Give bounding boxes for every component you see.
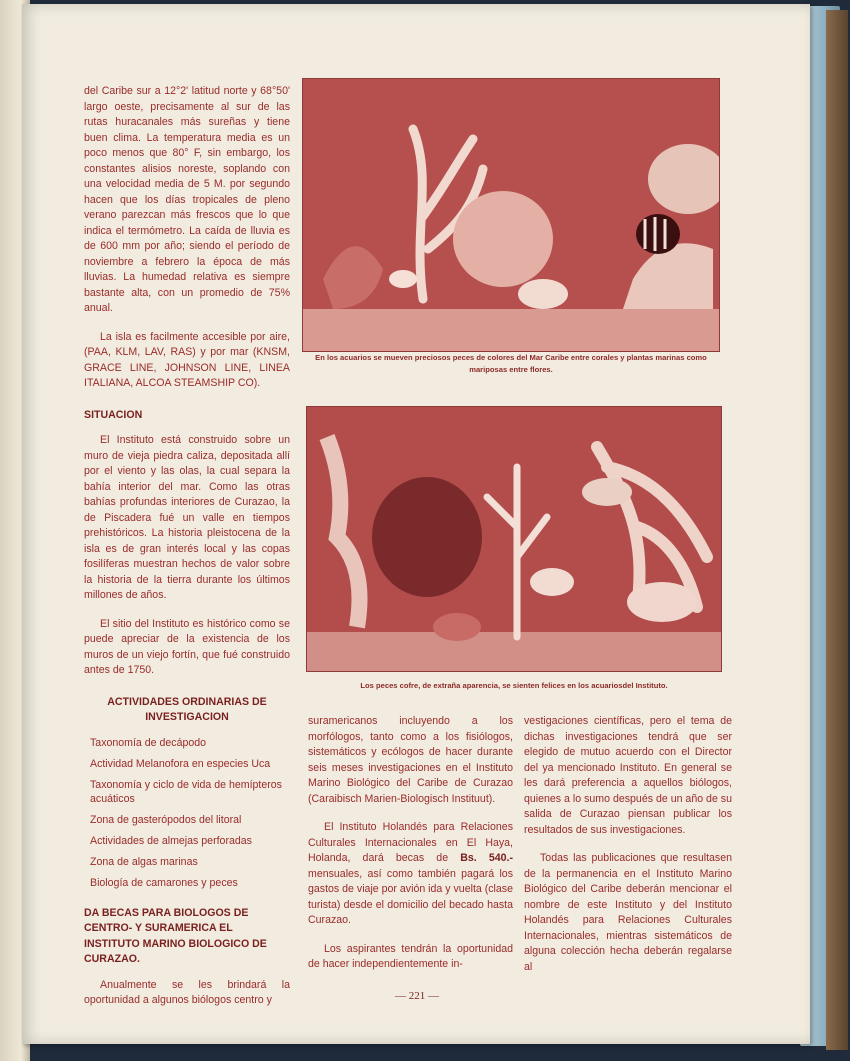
col2-paragraph-2 bbox=[308, 820, 513, 929]
access-paragraph: La isla es facilmente accesible por aire, (PAA, KLM, LAV, RAS) y por mar (KNSM, GRACE LINE, JOHNSON LINE, LINEA ITALIANA, ALCOA STEAMSHIP CO). bbox=[84, 330, 290, 389]
aquarium-image-1 bbox=[303, 79, 719, 351]
column-right bbox=[524, 714, 732, 988]
col3-paragraph-2: Todas las publicaciones que resultasen de la permanencia en el Instituto Marino Biológico del Caribe deberán mencionar el nombre de este Instituto y del Instituto Holandés para Relaciones Culturales Internacionales, mientras sistemáticos de alguna colección hecha deberán regalarse al bbox=[524, 852, 732, 973]
column-middle bbox=[308, 714, 513, 986]
list-item: Taxonomía de decápodo bbox=[90, 736, 207, 749]
binder-back-edge bbox=[826, 10, 848, 1050]
col2-paragraph-3: Los aspirantes tendrán la oportunidad de hacer independientemente in- bbox=[308, 942, 513, 970]
situacion-paragraph-1: El Instituto está construido sobre un muro de vieja piedra caliza, depositada allí por el viento y las olas, la cual separa la bahía interior del mar. Como las otras bahías profundas interiores de Curazao, la de Piscadera fué un valle en tiempos prehistóricos. La historia pleistocena de la isla es de gran interés local y las copas fosilíferas muestran hechos de valor sobre la historia de la tierra durante los últimos millones de años. bbox=[84, 434, 290, 601]
col3-paragraph-1: vestigaciones científicas, pero el tema de dichas investigaciones tendrá que ser elegido de mutuo acuerdo con el Director del ya mencionado Instituto. En general se les dará preferencia a aquellos biólogos, quienes a lo sumo después de un año de su salida de Curazao piensan publicar los resultados de sus investigaciones. bbox=[524, 715, 732, 836]
scholarship-amount: Bs. 540.- bbox=[460, 852, 514, 864]
page-number: — 221 — bbox=[395, 990, 439, 1002]
column-left bbox=[84, 84, 290, 1022]
col2-paragraph-2-c: mensuales, así como también pagará los gastos de viaje por avión ida y vuelta (clase turista) desde el domicilio del becado hasta Curazao. bbox=[308, 867, 513, 926]
aquarium-photo-2 bbox=[306, 406, 722, 672]
aquarium-image-2 bbox=[307, 407, 721, 671]
list-item: Zona de gasterópodos del litoral bbox=[90, 813, 242, 826]
list-item: Taxonomía y ciclo de vida de hemípteros acuáticos bbox=[90, 778, 282, 805]
situacion-paragraph-2: El sitio del Instituto es histórico como se puede apreciar de la existencia de los muros de un viejo fortín, que fué construido antes de 1750. bbox=[84, 617, 290, 676]
list-item: Actividades de almejas perforadas bbox=[90, 834, 252, 847]
list-item: Biología de camarones y peces bbox=[90, 876, 238, 889]
col2-paragraph-1: suramericanos incluyendo a los morfólogos, tanto como a los fisiólogos, sistemáticos y ecólogos de hacer durante seis meses investigaciones en el Instituto Marino Biológico del Caribe de Curazao (Caraibisch Marien-Biologisch Instituut). bbox=[308, 715, 513, 805]
list-item: Actividad Melanofora en especies Uca bbox=[90, 757, 271, 770]
situacion-heading: SITUACION bbox=[84, 408, 143, 421]
climate-paragraph: del Caribe sur a 12°2' latitud norte y 68°50' largo oeste, precisamente al sur de las rutas huracanales más sureñas y tiene buen clima. La temperatura media es un poco menos que 80° F, sin embargo, los constantes alisios noreste, soplando con una velocidad media de 5 M. por segundo hacen que los días tropicales de pleno verano parezcan más frescos que lo que indica el termómetro. La caída de lluvia es de 600 mm por año; siendo el período de noviembre a febrero la época de más lluvias. La humedad relativa es siempre bastante alta, con un promedio de 75% anual. bbox=[84, 85, 290, 314]
becas-heading: DA BECAS PARA BIOLOGOS DE CENTRO- Y SURAMERICA EL INSTITUTO MARINO BIOLOGICO DE CURAZAO. bbox=[84, 906, 267, 965]
col2-paragraph-2-a: El Instituto Holandés para Relaciones Culturales Internacionales en El Haya, Holanda, dará becas de bbox=[308, 821, 513, 864]
list-item: Zona de algas marinas bbox=[90, 855, 198, 868]
becas-paragraph: Anualmente se les brindará la oportunidad a algunos biólogos centro y bbox=[84, 978, 290, 1006]
actividades-heading: ACTIVIDADES ORDINARIAS DE INVESTIGACION bbox=[107, 695, 267, 723]
actividades-list bbox=[84, 736, 290, 890]
document-page bbox=[22, 4, 810, 1044]
aquarium-photo-1 bbox=[302, 78, 720, 352]
photo-1-caption: En los acuarios se mueven preciosos peces de colores del Mar Caribe entre corales y plantas marinas como mariposas entre flores. bbox=[315, 353, 707, 374]
photo-2-caption: Los peces cofre, de extraña aparencia, se sienten felices en los acuariosdel Instituto. bbox=[360, 681, 668, 690]
